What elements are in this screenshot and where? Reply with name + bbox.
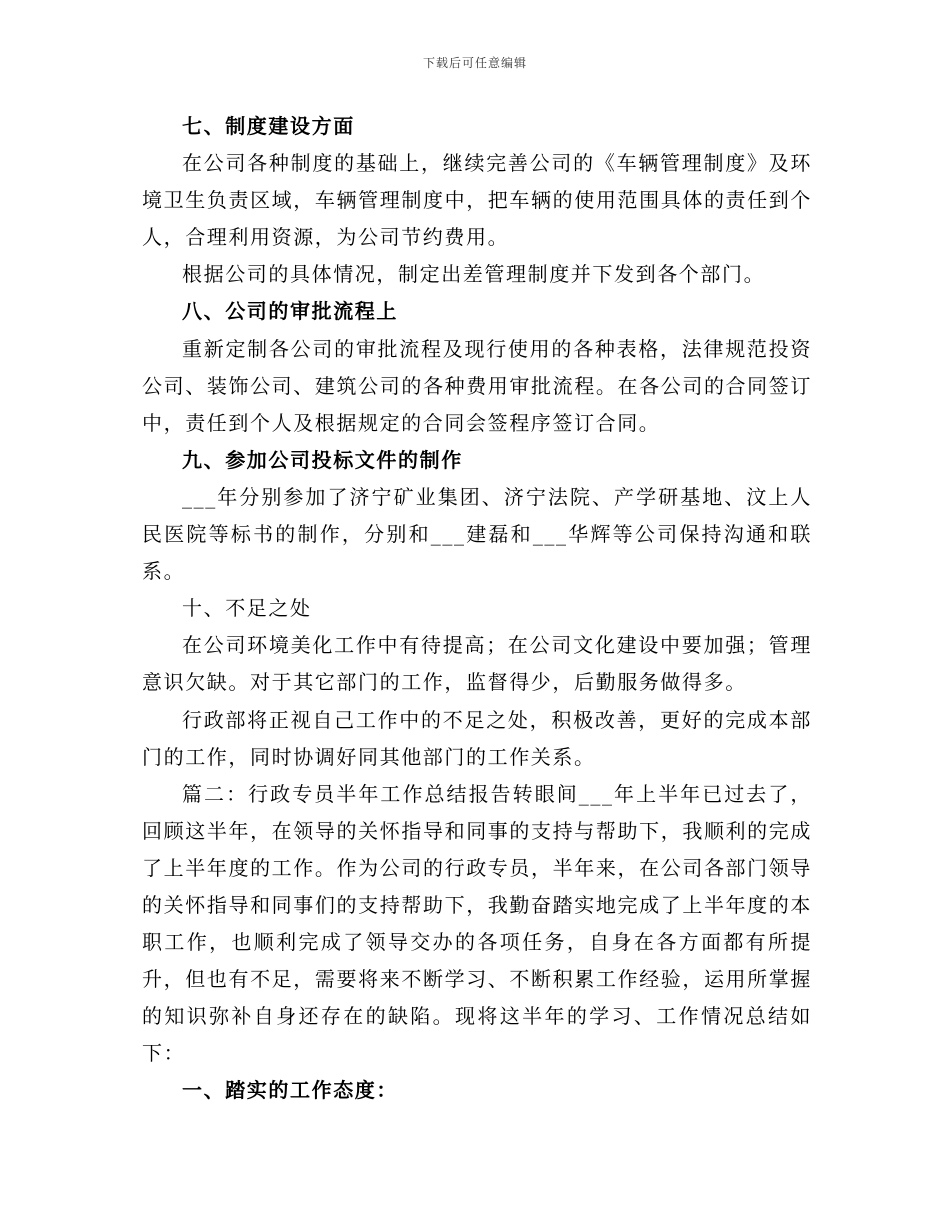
document-body bbox=[142, 108, 812, 1110]
section-heading-10: 十、不足之处 bbox=[182, 596, 312, 621]
section-heading-9: 九、参加公司投标文件的制作 bbox=[182, 447, 463, 472]
paragraph: 行政部将正视自己工作中的不足之处，积极改善，更好的完成本部门的工作，同时协调好同其他部门的工作关系。 bbox=[142, 707, 812, 769]
section-heading-7: 七、制度建设方面 bbox=[182, 114, 355, 138]
paragraph: ___年分别参加了济宁矿业集团、济宁法院、产学研基地、汶上人民医院等标书的制作，分别和___建磊和___华辉等公司保持沟通和联系。 bbox=[142, 484, 812, 584]
paragraph: 篇二：行政专员半年工作总结报告转眼间___年上半年已过去了，回顾这半年，在领导的关怀指导和同事的支持与帮助下，我顺利的完成了上半年度的工作。作为公司的行政专员，半年来，在公司各部门领导的关怀指导和同事们的支持帮助下，我勤奋踏实地完成了上半年度的本职工作，也顺利完成了领导交办的各项任务，自身在各方面都有所提升，但也有不足，需要将来不断学习、不断积累工作经验，运用所掌握的知识弥补自身还存在的缺陷。现将这半年的学习、工作情况总结如下： bbox=[142, 781, 812, 1066]
paragraph: 重新定制各公司的审批流程及现行使用的各种表格，法律规范投资公司、装饰公司、建筑公司的各种费用审批流程。在各公司的合同签订中，责任到个人及根据规定的合同会签程序签订合同。 bbox=[142, 336, 812, 435]
section-heading-8: 八、公司的审批流程上 bbox=[182, 299, 398, 324]
paragraph: 根据公司的具体情况，制定出差管理制度并下发到各个部门。 bbox=[182, 262, 766, 287]
paragraph: 在公司环境美化工作中有待提高；在公司文化建设中要加强；管理意识欠缺。对于其它部门的工作，监督得少，后勤服务做得多。 bbox=[142, 633, 812, 695]
page-header-note: 下载后可任意编辑 bbox=[422, 56, 527, 70]
section-heading-part2-1: 一、踏实的工作态度： bbox=[182, 1078, 398, 1103]
paragraph: 在公司各种制度的基础上，继续完善公司的《车辆管理制度》及环境卫生负责区域，车辆管理制度中，把车辆的使用范围具体的责任到个人，合理利用资源，为公司节约费用。 bbox=[142, 151, 812, 250]
